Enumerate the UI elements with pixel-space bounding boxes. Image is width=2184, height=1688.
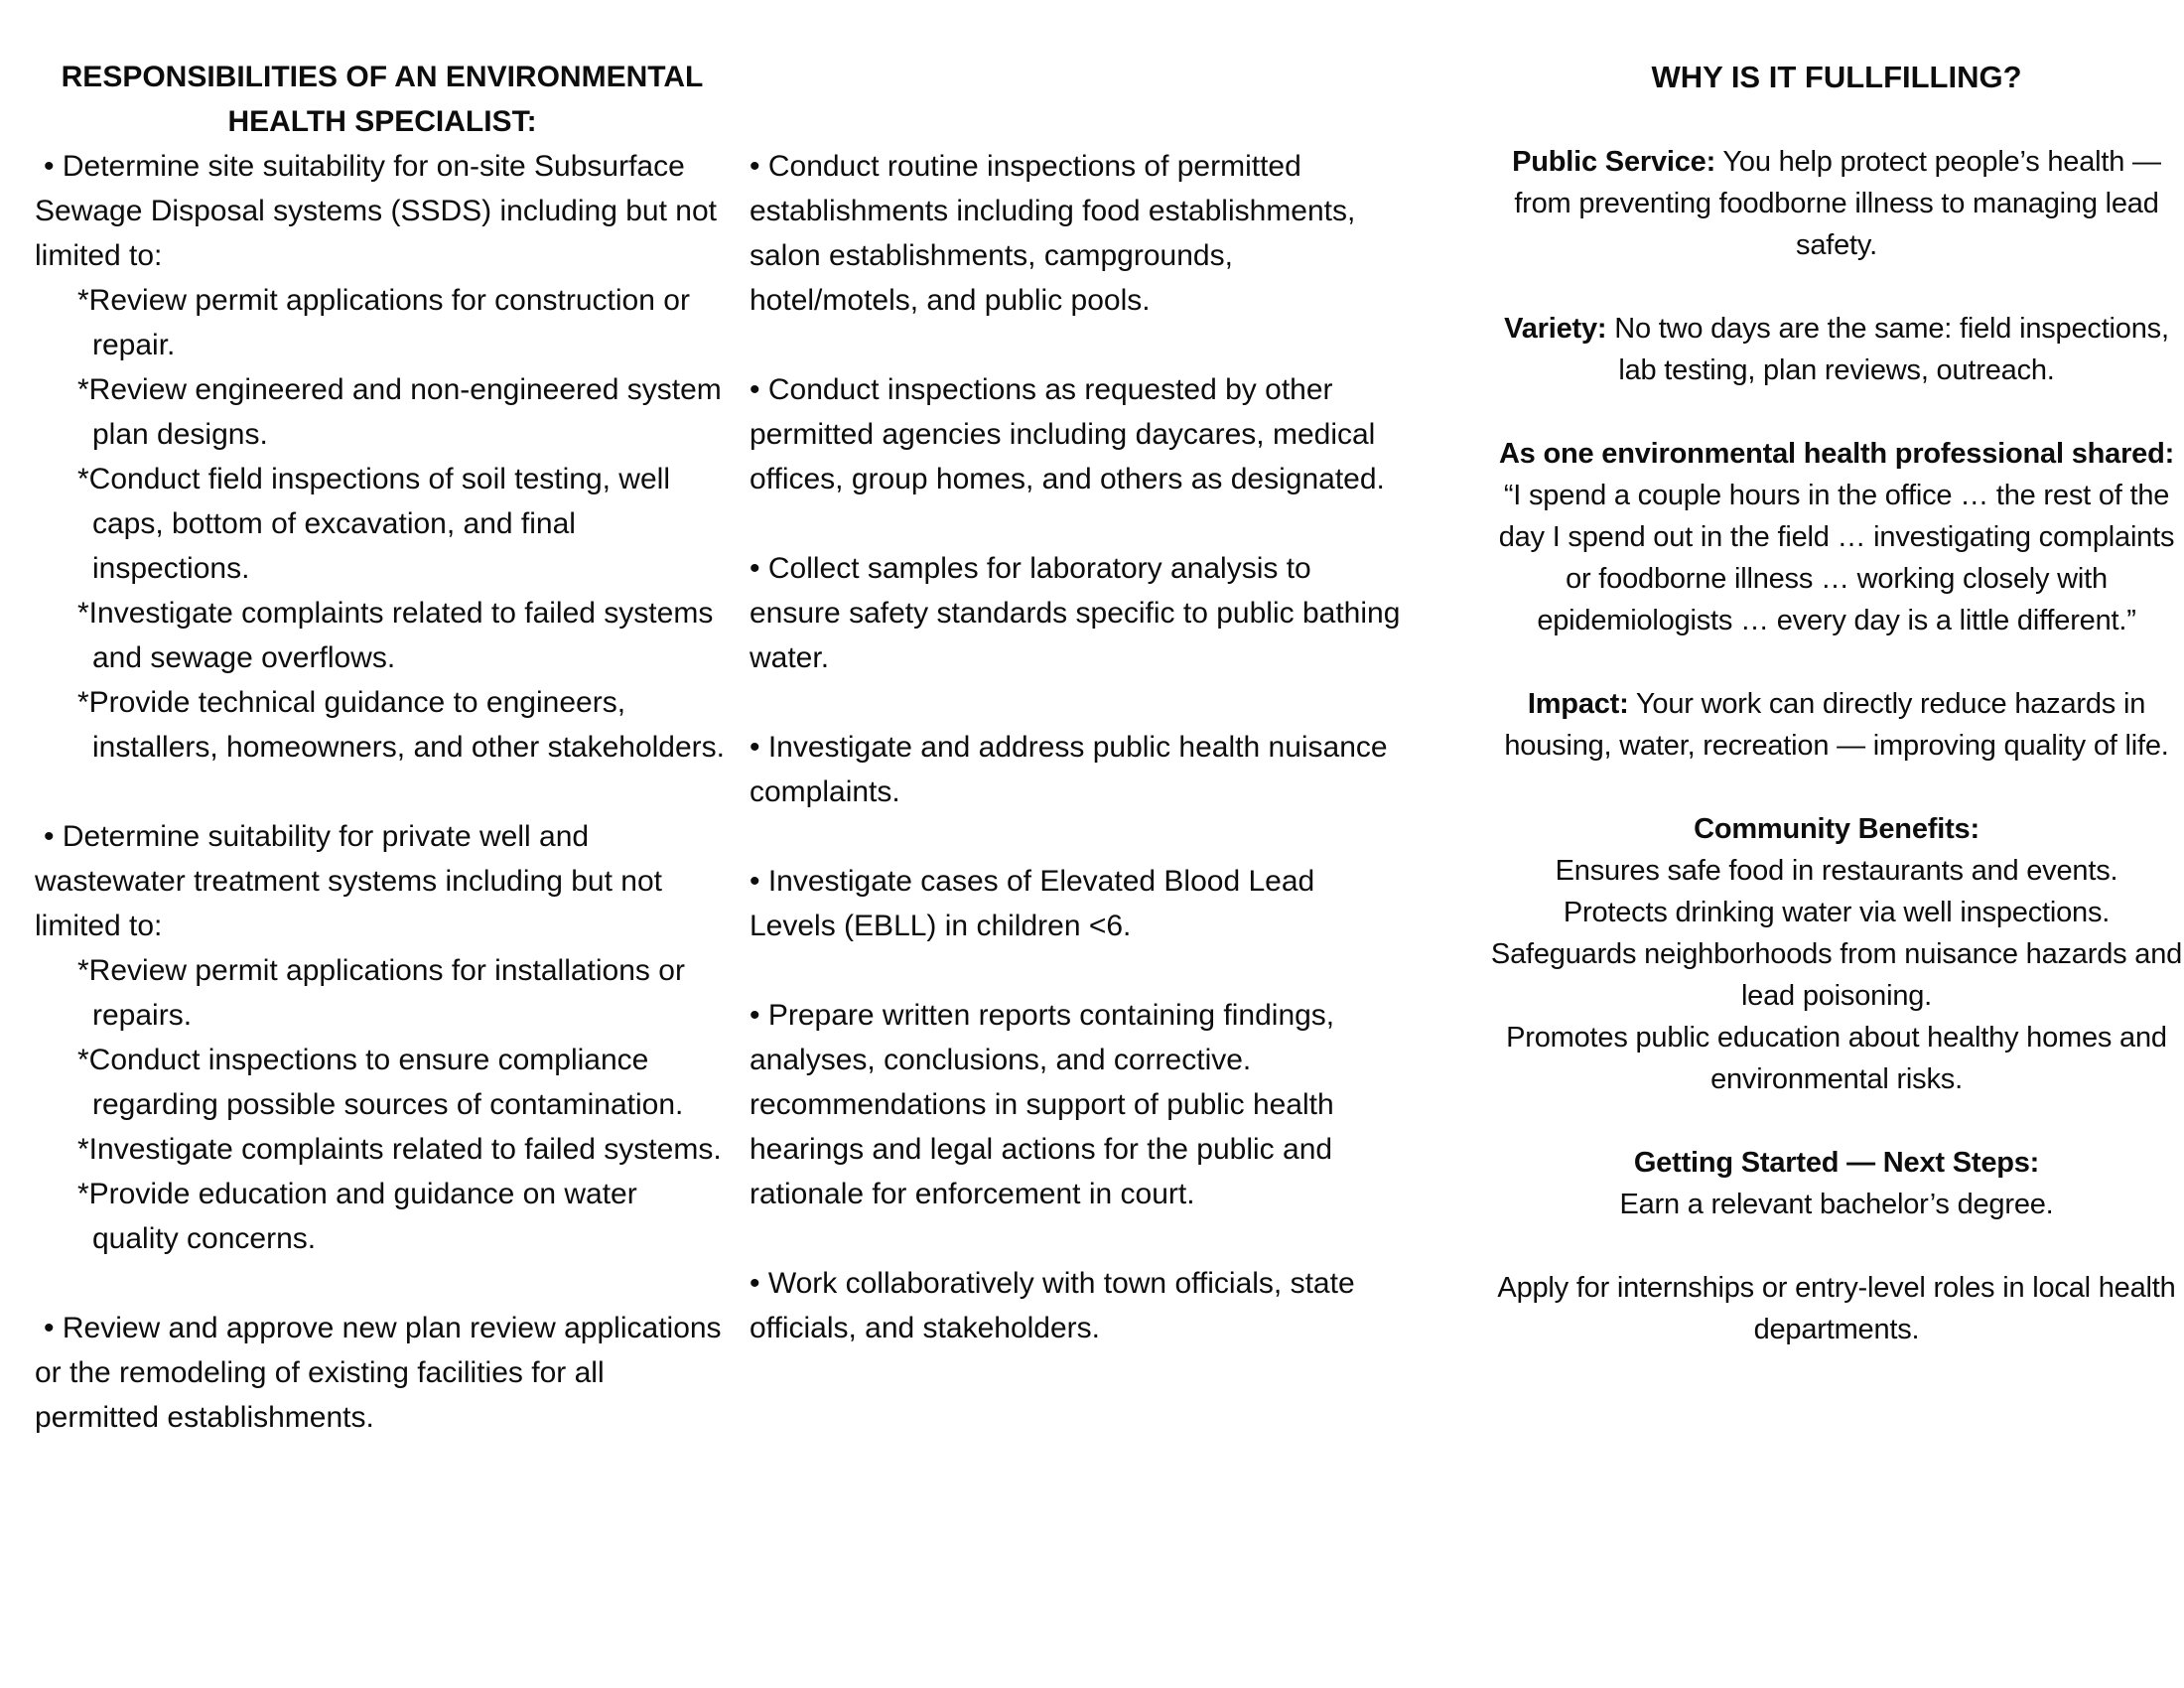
section bbox=[1484, 141, 2184, 266]
text-run: Your work can directly reduce hazards in housing, water, recreation — improving quality of life. bbox=[1504, 688, 2169, 762]
text-run: No two days are the same: field inspections, lab testing, plan reviews, outreach. bbox=[1606, 313, 2169, 386]
bold-run: Variety: bbox=[1504, 313, 1607, 345]
bullet-paragraph: • Conduct routine inspections of permitted establishments including food establishments, salon establishments, campgrounds, hotel/motels, and public pools. bbox=[750, 150, 1356, 317]
bullet-item: • Determine suitability for private well and wastewater treatment systems including but not limited to: bbox=[35, 820, 662, 942]
section-line bbox=[1484, 892, 2184, 933]
text-run: Ensures safe food in restaurants and events. bbox=[1555, 855, 2118, 887]
text-run: Protects drinking water via well inspections. bbox=[1563, 897, 2111, 928]
sub-item: *Provide education and guidance on water quality concerns. bbox=[77, 1178, 637, 1255]
bullet-paragraph: • Investigate cases of Elevated Blood Lead Levels (EBLL) in children <6. bbox=[750, 865, 1315, 942]
section bbox=[1484, 683, 2184, 767]
bullet-paragraph: • Prepare written reports containing findings, analyses, conclusions, and corrective. recommendations in support of public health hearings and legal actions for the public and rationale for enforcement in court. bbox=[750, 999, 1335, 1210]
text-run: You help protect people’s health — from preventing foodborne illness to managing lead safety. bbox=[1514, 146, 2161, 261]
bullet-group bbox=[35, 144, 730, 770]
inspections-body bbox=[750, 144, 1405, 1350]
section-heading: As one environmental health professional shared: bbox=[1498, 438, 2175, 470]
bullet-group bbox=[35, 814, 730, 1261]
section-line bbox=[1484, 933, 2184, 1017]
column-responsibilities bbox=[35, 55, 730, 1688]
bold-run: Public Service: bbox=[1512, 146, 1716, 178]
section-line bbox=[1484, 1017, 2184, 1100]
fulfilling-body bbox=[1484, 141, 2184, 1350]
section-line bbox=[1484, 308, 2184, 391]
section-line bbox=[1484, 683, 2184, 767]
section-line bbox=[1484, 1267, 2184, 1350]
bullet-paragraph: • Investigate and address public health nuisance complaints. bbox=[750, 731, 1388, 808]
sub-item: *Investigate complaints related to failed systems and sewage overflows. bbox=[77, 597, 714, 674]
bullet-paragraph: • Collect samples for laboratory analysis to ensure safety standards specific to public bathing water. bbox=[750, 552, 1401, 674]
sub-item: *Investigate complaints related to failed systems. bbox=[77, 1133, 722, 1166]
section bbox=[1484, 1267, 2184, 1350]
responsibilities-heading: RESPONSIBILITIES OF AN ENVIRONMENTAL HEALTH SPECIALIST: bbox=[61, 61, 704, 138]
bold-run: Impact: bbox=[1527, 688, 1629, 720]
sub-item: *Review permit applications for installations or repairs. bbox=[77, 954, 685, 1032]
sub-item: *Review permit applications for construction or repair. bbox=[77, 284, 690, 361]
column-fulfilling bbox=[1484, 55, 2184, 1688]
bullet-paragraph: • Work collaboratively with town officials, state officials, and stakeholders. bbox=[750, 1267, 1355, 1344]
section bbox=[1484, 433, 2184, 641]
bullet-paragraph: • Conduct inspections as requested by other permitted agencies including daycares, medical offices, group homes, and others as designated. bbox=[750, 373, 1385, 495]
sub-item: *Provide technical guidance to engineers, installers, homeowners, and other stakeholders. bbox=[77, 686, 726, 764]
section bbox=[1484, 808, 2184, 1100]
text-run: “I spend a couple hours in the office … the rest of the day I spend out in the field … investigating complaints or foodborne illness … working closely with epidemiologists … every day is a little different.” bbox=[1498, 480, 2175, 636]
sub-item: *Conduct field inspections of soil testing, well caps, bottom of excavation, and final inspections. bbox=[77, 463, 670, 585]
section bbox=[1484, 1142, 2184, 1225]
bullet-group bbox=[35, 1306, 730, 1440]
text-run: Safeguards neighborhoods from nuisance hazards and lead poisoning. bbox=[1490, 938, 2183, 1012]
column-inspections bbox=[750, 55, 1405, 1688]
bullet-item: • Review and approve new plan review applications or the remodeling of existing facilities for all permitted establishments. bbox=[35, 1312, 722, 1434]
section-line bbox=[1484, 850, 2184, 892]
sub-item: *Conduct inspections to ensure compliance regarding possible sources of contamination. bbox=[77, 1044, 684, 1121]
text-run: Promotes public education about healthy homes and environmental risks. bbox=[1506, 1022, 2167, 1095]
fulfilling-heading: WHY IS IT FULLFILLING? bbox=[1651, 60, 2022, 94]
bullet-item: • Determine site suitability for on-site Subsurface Sewage Disposal systems (SSDS) including but not limited to: bbox=[35, 150, 717, 272]
text-run: Earn a relevant bachelor’s degree. bbox=[1619, 1189, 2054, 1220]
responsibilities-body bbox=[35, 144, 730, 1440]
section-line bbox=[1484, 1184, 2184, 1225]
section-heading: Getting Started — Next Steps: bbox=[1633, 1147, 2040, 1179]
sub-item: *Review engineered and non-engineered system plan designs. bbox=[77, 373, 722, 451]
section-line bbox=[1484, 141, 2184, 266]
text-run: Apply for internships or entry-level roles in local health departments. bbox=[1497, 1272, 2176, 1345]
section-line bbox=[1484, 475, 2184, 641]
section bbox=[1484, 308, 2184, 391]
section-heading: Community Benefits: bbox=[1694, 813, 1979, 845]
